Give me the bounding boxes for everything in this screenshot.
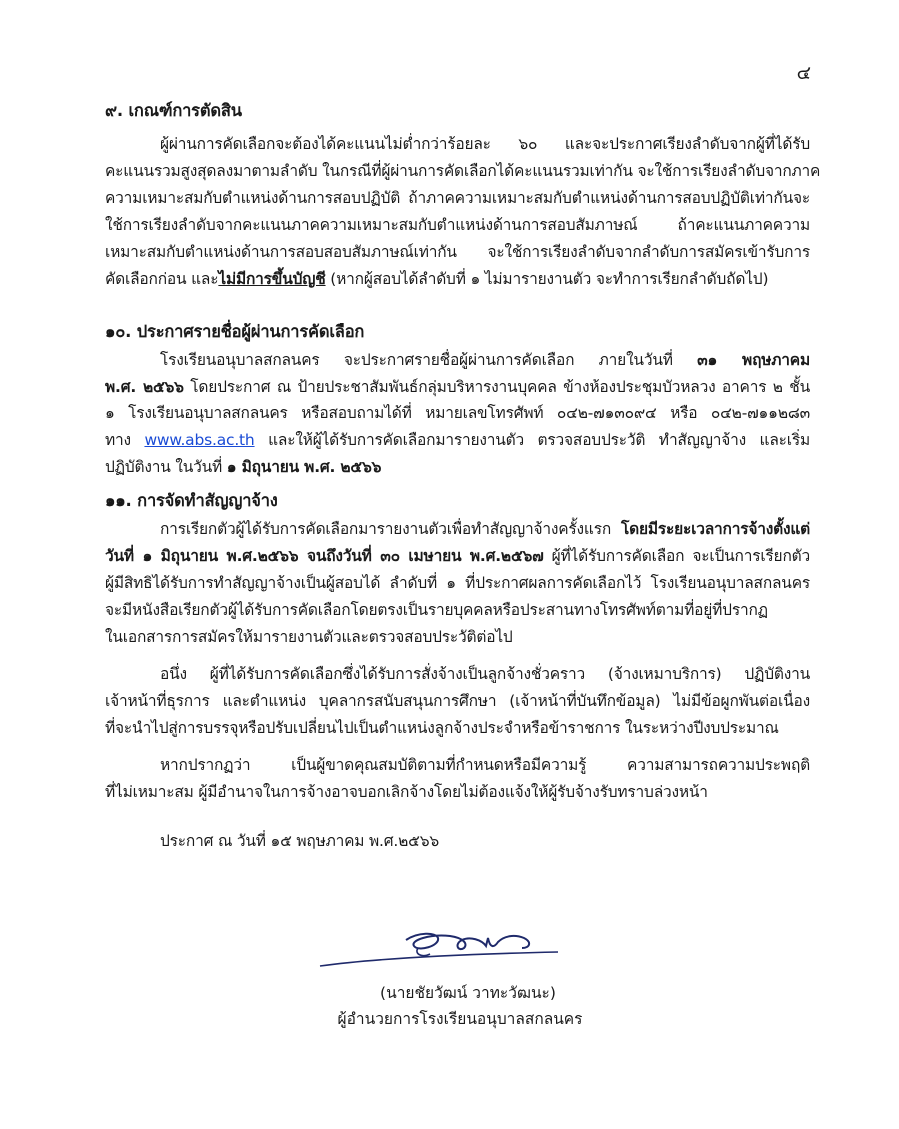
section-9-line: คะแนนรวมสูงสุดลงมาตามลำดับ ในกรณีที่ผู้ผ่านการคัดเลือกได้คะแนนรวมเท่ากัน จะใช้การเรียงลำดับจากภาค xyxy=(105,162,821,180)
section-10-text: โรงเรียนอนุบาลสกลนคร จะประกาศรายชื่อผู้ผ่านการคัดเลือก ภายในวันที่ xyxy=(160,351,698,369)
section-11-line xyxy=(105,545,810,567)
notice-paragraph-line: อนึ่ง ผู้ที่ได้รับการคัดเลือกซึ่งได้รับการสั่งจ้างเป็นลูกจ้างชั่วคราว (จ้างเหมาบริการ) ปฏิบัติงาน xyxy=(160,665,810,683)
section-9-text: (หากผู้สอบได้ลำดับที่ ๑ ไม่มารายงานตัว จะทำการเรียกลำดับถัดไป) xyxy=(325,270,769,288)
section-9-line: ใช้การเรียงลำดับจากคะแนนภาคความเหมาะสมกับตำแหน่งด้านการสอบสัมภาษณ์ ถ้าคะแนนภาคความ xyxy=(105,216,810,234)
signature-image xyxy=(318,918,568,982)
section-10-line xyxy=(105,429,810,451)
section-11-text: การเรียกตัวผู้ได้รับการคัดเลือกมารายงานตัวเพื่อทำสัญญาจ้างครั้งแรก xyxy=(160,520,621,538)
section-9-line xyxy=(105,268,810,290)
section-10-line: ๑ โรงเรียนอนุบาลสกลนคร หรือสอบถามได้ที่ หมายเลขโทรศัพท์ ๐๔๒-๗๑๓๐๙๔ หรือ ๐๔๒-๗๑๑๒๘๓ xyxy=(105,404,810,422)
section-10-line xyxy=(105,376,810,398)
section-11-line: ในเอกสารการสมัครให้มารายงานตัวและตรวจสอบประวัติต่อไป xyxy=(105,628,513,646)
section-9-line: ความเหมาะสมกับตำแหน่งด้านการสอบปฏิบัติ ถ้าภาคความเหมาะสมกับตำแหน่งด้านการสอบปฏิบัติเท่ากันจะ xyxy=(105,189,810,207)
notice-paragraph-line: ที่จะนำไปสู่การบรรจุหรือปรับเปลี่ยนไปเป็นตำแหน่งลูกจ้างประจำหรือข้าราชการ ในระหว่างปีงบประมาณ xyxy=(105,719,779,737)
section-10-text: ทาง xyxy=(105,431,145,449)
disqualification-line: ที่ไม่เหมาะสม ผู้มีอำนาจในการจ้างอาจบอกเลิกจ้างโดยไม่ต้องแจ้งให้ผู้รับจ้างรับทราบล่วงหน้า xyxy=(105,783,708,801)
section-11-line: จะมีหนังสือเรียกตัวผู้ได้รับการคัดเลือกโดยตรงเป็นรายบุคคลหรือประสานทางโทรศัพท์ตามที่อยู่ที่ปรากฏ xyxy=(105,601,768,619)
section-10-text: ปฏิบัติงาน ในวันที่ xyxy=(105,458,227,476)
signer-position: ผู้อำนวยการโรงเรียนอนุบาลสกลนคร xyxy=(337,1010,583,1028)
announce-year-emphasis: พ.ศ. ๒๕๖๖ xyxy=(105,378,184,396)
section-10-heading: ๑๐. ประกาศรายชื่อผู้ผ่านการคัดเลือก xyxy=(105,322,365,341)
section-10-line xyxy=(105,456,810,478)
section-11-line: ผู้มีสิทธิได้รับการทำสัญญาจ้างเป็นผู้สอบได้ ลำดับที่ ๑ ที่ประกาศผลการคัดเลือกไว้ โรงเรียนอนุบาลสกลนคร xyxy=(105,574,810,592)
section-10-text: โดยประกาศ ณ ป้ายประชาสัมพันธ์กลุ่มบริหารงานบุคคล ข้างห้องประชุมบัวหลวง อาคาร ๒ ชั้น xyxy=(183,378,810,396)
section-11-line xyxy=(160,518,810,540)
announce-date-line: ประกาศ ณ วันที่ ๑๕ พฤษภาคม พ.ศ.๒๕๖๖ xyxy=(160,832,439,850)
contract-period-emphasis: โดยมีระยะเวลาการจ้างตั้งแต่ xyxy=(620,520,810,538)
signer-name: (นายชัยวัฒน์ วาทะวัฒนะ) xyxy=(380,984,556,1002)
section-9-text: คัดเลือกก่อน และ xyxy=(105,270,219,288)
website-link[interactable]: www.abs.ac.th xyxy=(144,431,255,449)
section-9-line: เหมาะสมกับตำแหน่งด้านการสอบสอบสัมภาษณ์เท่ากัน จะใช้การเรียงลำดับจากลำดับการสมัครเข้ารับการ xyxy=(105,243,810,261)
section-10-line xyxy=(160,349,810,371)
section-11-heading: ๑๑. การจัดทำสัญญาจ้าง xyxy=(105,491,278,510)
page-number: ๔ xyxy=(796,62,811,84)
notice-paragraph-line: เจ้าหน้าที่ธุรการ และตำแหน่ง บุคลากรสนับสนุนการศึกษา (เจ้าหน้าที่บันทึกข้อมูล) ไม่มีข้อผูกพันต่อเนื่อง xyxy=(105,692,810,710)
contract-dates-emphasis: วันที่ ๑ มิถุนายน พ.ศ.๒๕๖๖ จนถึงวันที่ ๓๐ เมษายน พ.ศ.๒๕๖๗ xyxy=(105,547,544,565)
start-date-emphasis: ๑ มิถุนายน พ.ศ. ๒๕๖๖ xyxy=(226,458,382,476)
disqualification-line: หากปรากฏว่า เป็นผู้ขาดคุณสมบัติตามที่กำหนดหรือมีความรู้ ความสามารถความประพฤติ xyxy=(160,756,810,774)
section-9-line: ผู้ผ่านการคัดเลือกจะต้องได้คะแนนไม่ต่ำกว่าร้อยละ ๖๐ และจะประกาศเรียงลำดับจากผู้ที่ได้รับ xyxy=(160,135,810,153)
section-9-heading: ๙. เกณฑ์การตัดสิน xyxy=(105,101,242,120)
section-11-text: ผู้ที่ได้รับการคัดเลือก จะเป็นการเรียกตัว xyxy=(543,547,810,565)
no-waiting-list-emphasis: ไม่มีการขึ้นบัญชี xyxy=(218,270,326,288)
section-10-text: และให้ผู้ได้รับการคัดเลือกมารายงานตัว ตรวจสอบประวัติ ทำสัญญาจ้าง และเริ่ม xyxy=(254,431,810,449)
announce-date-emphasis: ๓๑ พฤษภาคม xyxy=(697,351,810,369)
